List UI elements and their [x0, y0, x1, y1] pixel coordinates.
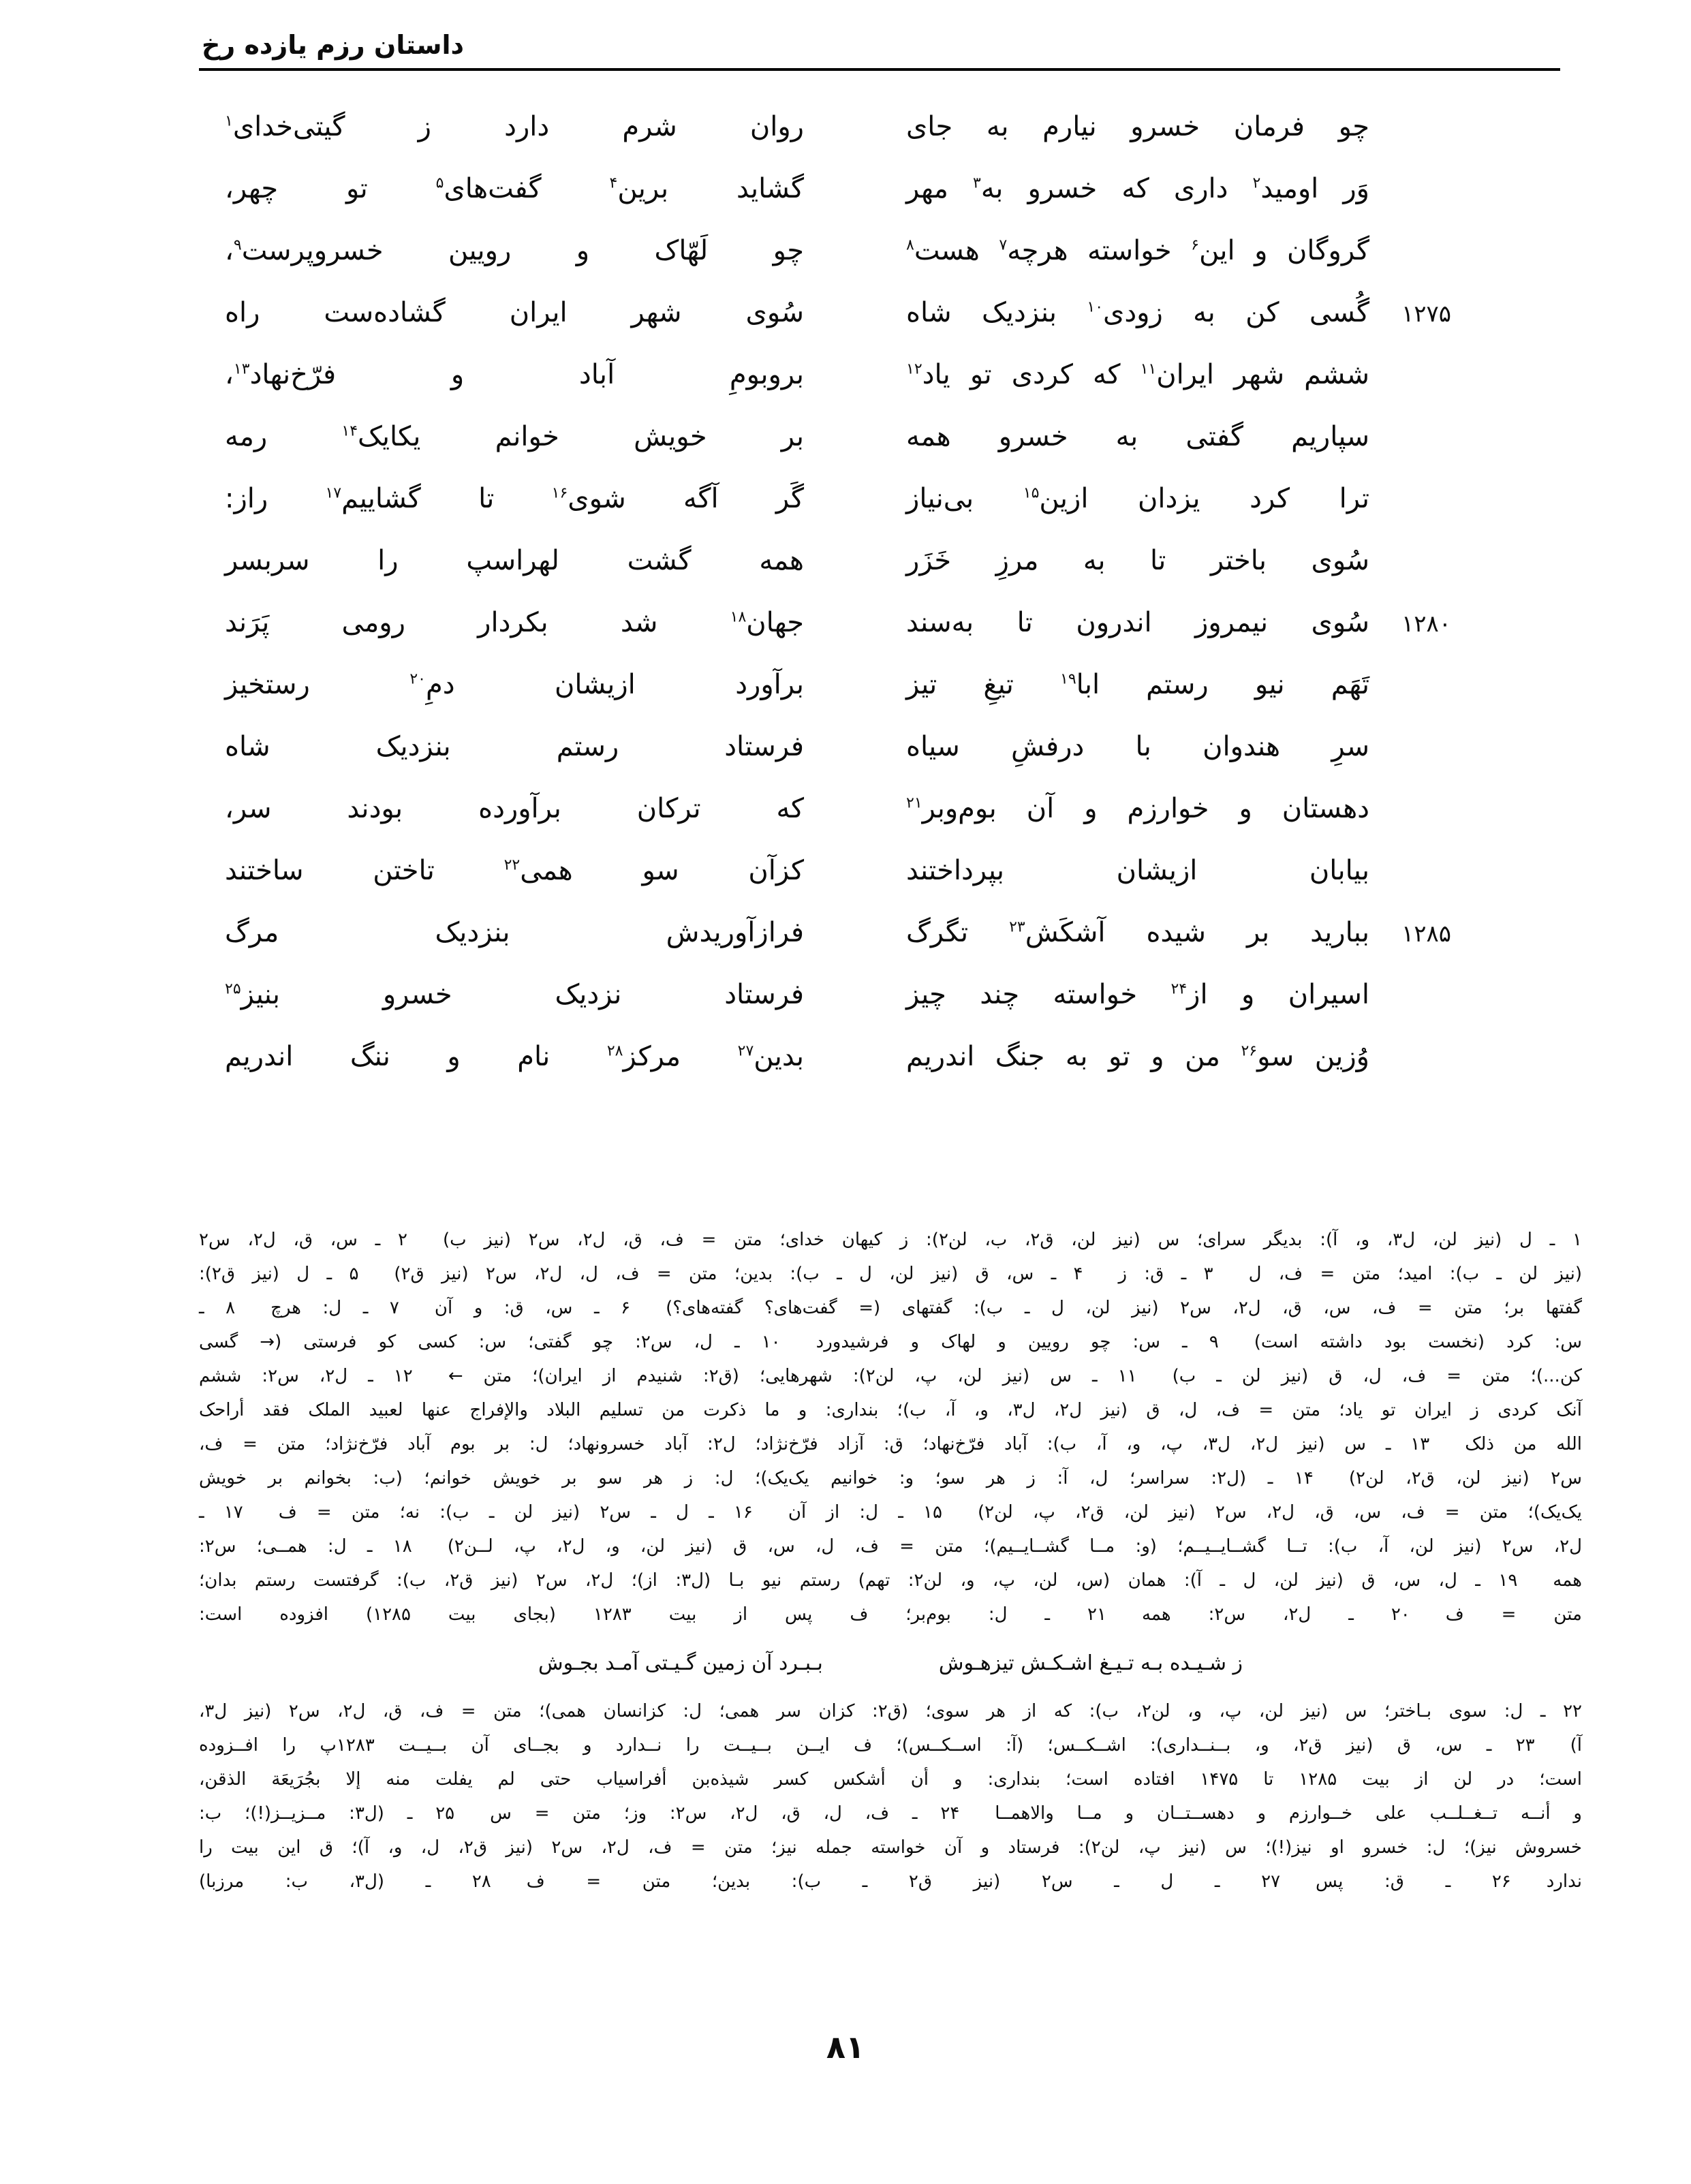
- verse-row: [225, 232, 1451, 294]
- header-divider: [199, 68, 1560, 71]
- poem: [225, 108, 1451, 1099]
- hemistich-right: ببارید بر شیده آشکَش$^{۲۳}$ تگرگ: [906, 917, 1370, 948]
- footnote-line: کن...)؛ متن = ف، ل، ق (نیز لن ـ ب) ۱۱ ـ س (نیز لن، پ، لن۲): شهرهایی؛ (ق۲: شنیدم از ایران)؛ متن ← ۱۲ ـ ل۲، س۲: ششم: [199, 1366, 1582, 1386]
- hemistich-left: سُوی شهر ایران گشاده‌ست راه: [225, 297, 804, 328]
- hemistich-left: بدین$^{۲۷}$ مرکز$^{۲۸}$ نام و ننگ اندریم: [225, 1041, 805, 1072]
- hemistich-right: سرِ هندوان با درفشِ سیاه: [906, 731, 1369, 762]
- hemistich-right: تَهَم نیو رستم ابا$^{۱۹}$ تیغِ تیز: [906, 669, 1369, 700]
- hemistich-right: سُوی باختر تا به مرزِ خَزَر: [906, 545, 1369, 576]
- hemistich-left: بروبومِ آباد و فرّخ‌نهاد$^{۱۳}$،: [225, 359, 804, 390]
- footnote-line: آنک کردی ز ایران تو یاد؛ متن = ف، ل، ق (نیز ل۲، ل۳، و، آ، ب)؛ بنداری: و ما ذکرت من تسلیم البلاد والإفراج عنها لعبید الملک فقد أراحک: [199, 1400, 1582, 1420]
- hemistich-right: بیابان ازیشان بپرداختند: [906, 855, 1369, 886]
- hemistich-right: سپاریم گفتی به خسرو همه: [906, 421, 1369, 452]
- hemistich-right: ترا کرد یزدان ازین$^{۱۵}$ بی‌نیاز: [906, 483, 1369, 514]
- footnote-line: س: کرد (نخست بود داشته است) ۹ ـ س: چو رویین و لهاک و فرشیدورد ۱۰ ـ ل، س۲: چو گفتی؛ س: کسی کو فرستی (→ گسی: [199, 1332, 1582, 1352]
- footnote-line: ۱ ـ ل (نیز لن، ل۳، و، آ): بدیگر سرای؛ س (نیز لن، ق۲، ب، لن۲): ز کیهان خدای؛ متن = ف، ق، ل۲، س۲ (نیز ب) ۲ ـ س، ق، ل۲، س۲: [199, 1230, 1582, 1250]
- verse-row: [225, 914, 1451, 976]
- footnote-line: و أنــه تــغــلــب علی خــوارزم و دهســتــان و مــا والاهمــا ۲۴ ـ ف، ل، ق، ل۲، س۲: وز؛ متن = س ۲۵ ـ (ل۳: مــزیــز(!)؛ ب:: [199, 1803, 1582, 1824]
- verse-row: [225, 294, 1451, 356]
- footnote-verse-hemistich-left: بـبـرد آن زمین گـیـتی آمـد بجـوش: [538, 1651, 823, 1675]
- footnote-line: متن = ف ۲۰ ـ ل۲، س۲: همه ۲۱ ـ ل: بوم‌بر؛ ف پس از بیت ۱۲۸۳ (بجای بیت ۱۲۸۵) افزوده است:: [199, 1604, 1582, 1625]
- page-number: ۸۱: [826, 2029, 865, 2065]
- hemistich-left: فرازآوریدش بنزدیک مرگ: [225, 917, 804, 948]
- footnote-inline-verse: [199, 1641, 1582, 1685]
- verse-row: [225, 604, 1451, 666]
- verse-row: [225, 170, 1451, 232]
- verse-number: ۱۲۸۰: [1401, 610, 1451, 638]
- footnote-line: یک‌یک)؛ متن = ف، س، ق، ل۲، س۲ (نیز لن، ق۲، پ، لن۲) ۱۵ ـ ل: از آن ۱۶ ـ ل ـ س۲ (نیز لن ـ ب): نه؛ متن = ف ۱۷ ـ: [199, 1502, 1582, 1523]
- footnote-line: س۲ (نیز لن، ق۲، لن۲) ۱۴ ـ (ل۲: سراسر؛ ل، آ: ز هر سو؛ و: خوانیم یک‌یک)؛ ل: ز هر سو بر خویش خوانم؛ (ب: بخوانم بر خویش: [199, 1468, 1582, 1488]
- footnote-verse-hemistich-right: ز شـیـده بـه تـیـغ اشـکـش تیزهـوش: [938, 1651, 1243, 1675]
- verse-row: [225, 1038, 1451, 1099]
- verse-row: [225, 976, 1451, 1038]
- verse-number: ۱۲۸۵: [1401, 920, 1451, 948]
- footnote-line: (نیز لن ـ ب): امید؛ متن = ف، ل ۳ ـ ق: ز ۴ ـ س، ق (نیز لن، ل ـ ب): بدین؛ متن = ف، ل، ل۲، س۲ (نیز ق۲) ۵ ـ ل (نیز ق۲):: [199, 1264, 1582, 1284]
- hemistich-left: فرستاد رستم بنزدیک شاه: [225, 731, 804, 762]
- verse-row: [225, 418, 1451, 480]
- hemistich-left: بر خویش خوانم یکایک$^{۱۴}$ رمه: [225, 421, 805, 452]
- footnote-line: خسروش نیز)؛ ل: خسرو او نیز(!)؛ س (نیز پ، لن۲): فرستاد و آن خواسته جمله نیز؛ متن = ف، ل۲، س۲ (نیز ق۲، ل، و، آ)؛ ق این بیت را: [199, 1837, 1582, 1858]
- hemistich-left: کزآن سو همی$^{۲۲}$ تاختن ساختند: [225, 855, 804, 886]
- footnote-line: آ) ۲۳ ـ س، ق (نیز ق۲، و، بــنــداری): اشــکــس؛ (آ: اســکــس)؛ ف ایــن بــیــت را نــدارد و بجــای آن بــیــت ۱۲۸۳پ را افــزوده: [199, 1735, 1583, 1756]
- hemistich-right: چو فرمان خسرو نیارم به جای: [906, 111, 1369, 142]
- verse-row: [225, 108, 1451, 170]
- hemistich-right: گُسی کن به زودی$^{۱۰}$ بنزدیک شاه: [906, 297, 1369, 328]
- hemistich-right: گروگان و این$^۶$ خواسته هرچه$^۷$ هست$^۸$: [906, 235, 1369, 266]
- hemistich-left: گَر آگه شوی$^{۱۶}$ تا گشاییم$^{۱۷}$ راز:: [225, 483, 804, 514]
- verse-row: [225, 542, 1451, 604]
- hemistich-right: دهستان و خوارزم و آن بوم‌وبر$^{۲۱}$: [906, 793, 1369, 824]
- verse-row: [225, 480, 1451, 542]
- footnote-line: ندارد ۲۶ ـ ق: پس ۲۷ ـ ل ـ س۲ (نیز ق۲ ـ ب): بدین؛ متن = ف ۲۸ ـ (ل۳، ب: مرزبا): [199, 1871, 1582, 1892]
- footnote-line: الله من ذلک ۱۳ ـ س (نیز ل۲، ل۳، پ، و، آ، ب): آباد فرّخ‌نهاد؛ ق: آزاد فرّخ‌نژاد؛ ل۲: آباد خسرونهاد؛ ل: بر بوم آباد فرّخ‌نژاد؛ متن = ف،: [199, 1434, 1582, 1454]
- hemistich-right: سُوی نیمروز اندرون تا به‌سند: [906, 607, 1369, 638]
- hemistich-right: وُزین سو$^{۲۶}$ من و تو به جنگ اندریم: [906, 1041, 1370, 1072]
- hemistich-left: برآورد ازیشان دمِ$^{۲۰}$ رستخیز: [225, 669, 804, 700]
- footnotes: [199, 1223, 1582, 1899]
- hemistich-left: جهان$^{۱۸}$ شد بکردار رومی پَرَند: [225, 607, 804, 638]
- verse-number: ۱۲۷۵: [1401, 300, 1451, 328]
- footnote-line: ۲۲ ـ ل: سوی بـاختر؛ س (نیز لن، پ، و، لن۲، ب): که از هر سوی؛ (ق۲: کزان سر همی؛ ل: کزانسان همی)؛ متن = ف، ق، ل۲، س۲ (نیز ل۳،: [199, 1701, 1582, 1721]
- verse-row: [225, 852, 1451, 914]
- footnote-line: ل۲، س۲ (نیز لن، آ، ب): تــا گشــایــیــم؛ (و: مــا گشــایــیم)؛ متن = ف، ل، س، ق (نیز لن، و، ل۲، پ، لــن۲) ۱۸ ـ ل: همــی؛ س۲:: [199, 1536, 1582, 1557]
- page-title: داستان رزم یازده رخ: [202, 30, 465, 60]
- footnote-line: همه ۱۹ ـ ل، س، ق (نیز لن، ل ـ آ): همان (س، لن، پ، و، لن۲: تهم) رستم نیو بـا (ل۳: از)؛ ل۲، س۲ (نیز ق۲، ب): گرفتست رستم بدان؛: [199, 1570, 1582, 1591]
- hemistich-left: که ترکان برآورده بودند سر،: [225, 793, 804, 824]
- hemistich-right: اسیران و از$^{۲۴}$ خواسته چند چیز: [906, 979, 1370, 1010]
- footnote-line: گفتها بر؛ متن = ف، س، ق، ل۲، س۲ (نیز لن، ل ـ ب): گفتهای (= گفت‌های؟ گفته‌های؟) ۶ ـ س، ق: و آن ۷ ـ ل: هرچ ۸ ـ: [199, 1298, 1582, 1318]
- hemistich-left: گشاید برین$^۴$ گفت‌های$^۵$ تو چهر،: [225, 173, 804, 204]
- verse-row: [225, 356, 1451, 418]
- verse-row: [225, 790, 1451, 852]
- verse-row: [225, 666, 1451, 728]
- footnote-line: است؛ در لن از بیت ۱۲۸۵ تا ۱۴۷۵ افتاده است؛ بنداری: و أن أشکس کسر شیذه‌بن أفراسیاب حتی لم یفلت منه إلا بجُرَیعَة الذقن،: [199, 1769, 1583, 1790]
- hemistich-left: روان شرم دارد ز گیتی‌خدای$^۱$: [225, 111, 804, 142]
- hemistich-right: وَر اومید$^۲$ داری که خسرو به$^۳$ مهر: [906, 173, 1369, 204]
- hemistich-left: چو لَهّاک و رویین خسروپرست$^۹$،: [225, 235, 804, 266]
- hemistich-left: همه گشت لهراسپ را سربسر: [225, 545, 804, 576]
- hemistich-right: ششم شهر ایران$^{۱۱}$ که کردی تو یاد$^{۱۲}$: [906, 359, 1370, 390]
- verse-row: [225, 728, 1451, 790]
- hemistich-left: فرستاد نزدیک خسرو بنیز$^{۲۵}$: [225, 979, 804, 1010]
